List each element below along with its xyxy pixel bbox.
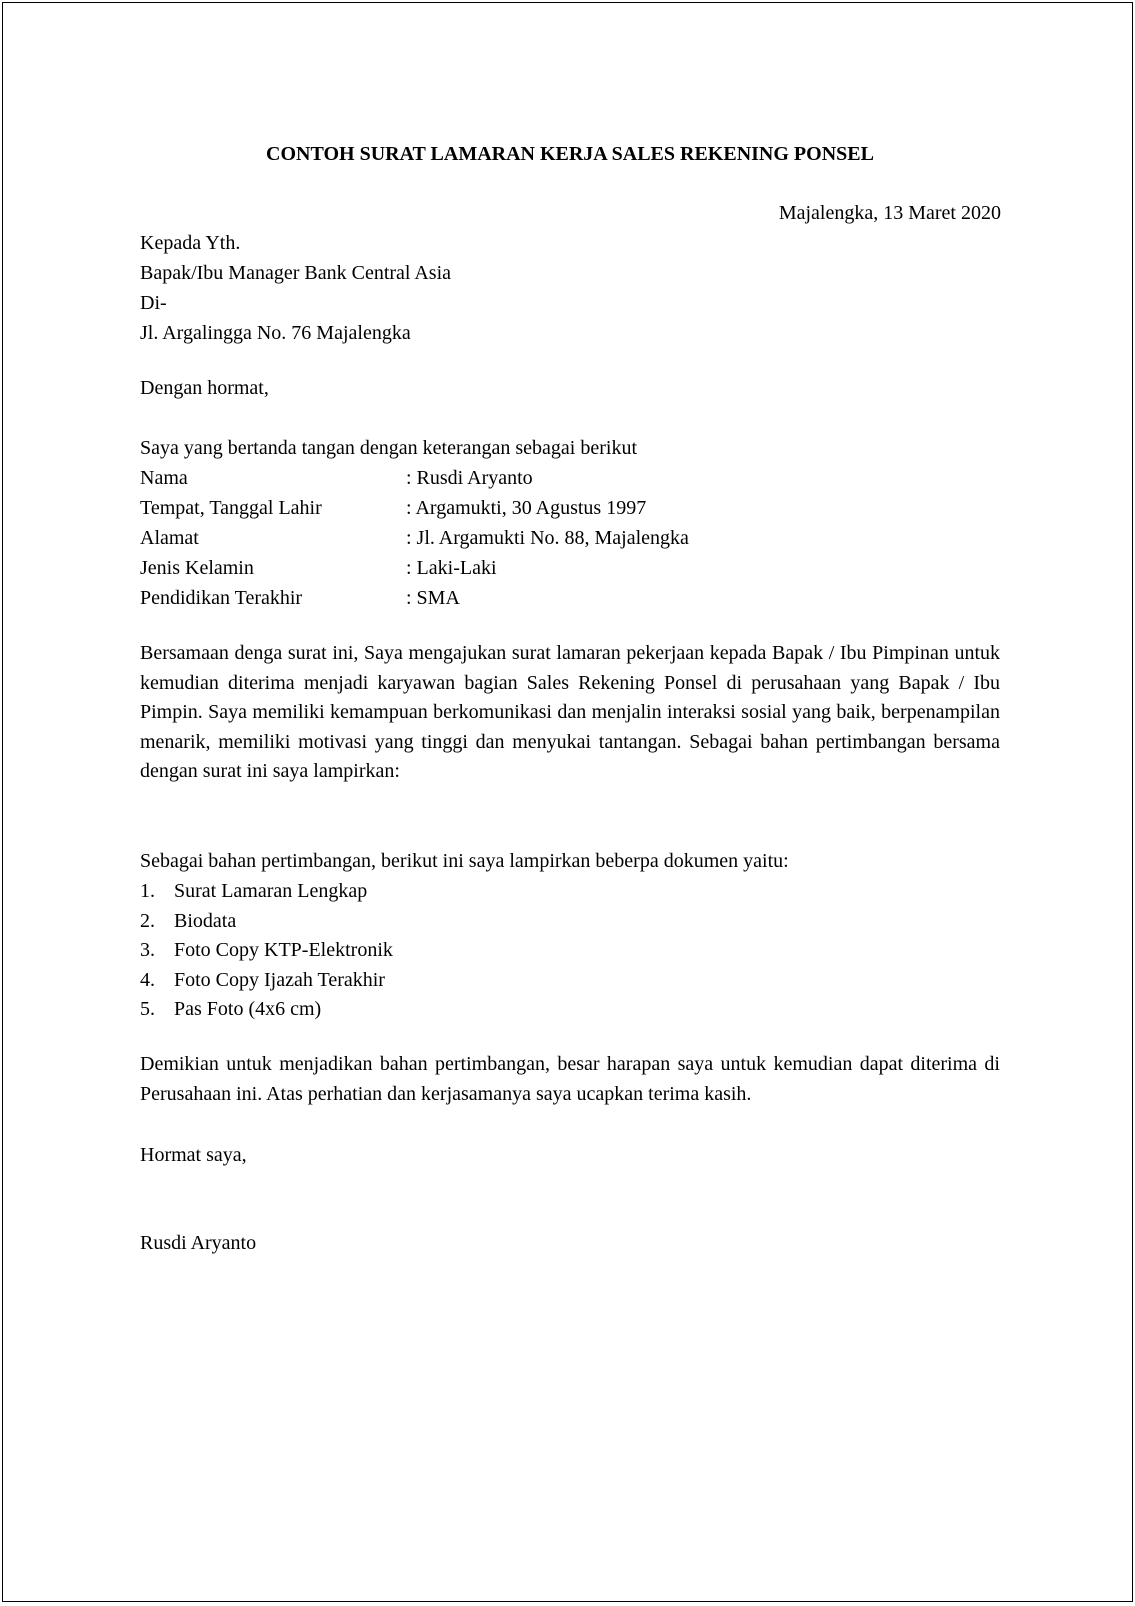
attachments-intro: Sebagai bahan pertimbangan, berikut ini saya lampirkan beberpa dokumen yaitu: (140, 850, 789, 872)
identity-label: Tempat, Tanggal Lahir (140, 497, 322, 519)
identity-value: : SMA (406, 587, 460, 609)
identity-label: Alamat (140, 527, 199, 549)
identity-value: : Rusdi Aryanto (406, 467, 533, 489)
identity-row (140, 583, 1000, 613)
identity-label: Jenis Kelamin (140, 557, 254, 579)
identity-label: Pendidikan Terakhir (140, 587, 303, 609)
list-item (140, 906, 1000, 936)
identity-value: : Laki-Laki (406, 557, 497, 579)
recipient-name: Bapak/Ibu Manager Bank Central Asia (140, 262, 452, 284)
intro-text: Saya yang bertanda tangan dengan keterangan sebagai berikut (140, 437, 638, 459)
list-item-number: 1. (140, 880, 155, 902)
list-item-number: 4. (140, 968, 155, 991)
identity-value: : Argamukti, 30 Agustus 1997 (406, 497, 647, 519)
attachments-list (140, 876, 1000, 1024)
identity-row (140, 523, 1000, 553)
list-item (140, 876, 1000, 906)
sign-off: Hormat saya, (140, 1144, 247, 1166)
list-item-text: Pas Foto (4x6 cm) (174, 998, 322, 1020)
greeting: Dengan hormat, (140, 377, 269, 399)
letter-date: Majalengka, 13 Maret 2020 (778, 202, 1001, 224)
list-item-text: Foto Copy Ijazah Terakhir (174, 968, 385, 991)
signer-name: Rusdi Aryanto (140, 1232, 257, 1254)
list-item-text: Surat Lamaran Lengkap (174, 880, 368, 902)
letter-page (2, 2, 1133, 1602)
identity-value: : Jl. Argamukti No. 88, Majalengka (406, 527, 689, 549)
identity-row (140, 553, 1000, 583)
recipient-address: Jl. Argalingga No. 76 Majalengka (140, 322, 411, 344)
recipient-di: Di- (140, 292, 167, 314)
list-item-number: 5. (140, 998, 155, 1020)
body-paragraph: Bersamaan denga surat ini, Saya mengajukan surat lamaran pekerjaan kepada Bapak / Ibu Pimpinan untuk kemudian diterima menjadi karyawan bagian Sales Rekening Ponsel di perusahaan yang Bapak / Ibu Pimpin. Saya memiliki kemampuan berkomunikasi dan menjalin interaksi sosial yang baik, berpenampilan menarik, memiliki motivasi yang tinggi dan menyukai tantangan. Sebagai bahan pertimbangan bersama dengan surat ini saya lampirkan: (140, 642, 1000, 783)
closing-paragraph: Demikian untuk menjadikan bahan pertimbangan, besar harapan saya untuk kemudian dapat diterima di Perusahaan ini. Atas perhatian dan kerjasamanya saya ucapkan terima kasih. (140, 1053, 1000, 1105)
letter-title: CONTOH SURAT LAMARAN KERJA SALES REKENING PONSEL (266, 143, 874, 165)
list-item-number: 2. (140, 909, 155, 932)
identity-label: Nama (140, 467, 188, 489)
identity-table (140, 463, 1000, 613)
identity-row (140, 463, 1000, 493)
list-item-number: 3. (140, 939, 155, 961)
list-item (140, 965, 1000, 995)
list-item (140, 994, 1000, 1024)
list-item (140, 935, 1000, 965)
recipient-salutation: Kepada Yth. (140, 232, 241, 254)
identity-row (140, 493, 1000, 523)
list-item-text: Foto Copy KTP-Elektronik (174, 939, 393, 961)
recipient-block (140, 228, 1000, 348)
list-item-text: Biodata (174, 909, 237, 932)
